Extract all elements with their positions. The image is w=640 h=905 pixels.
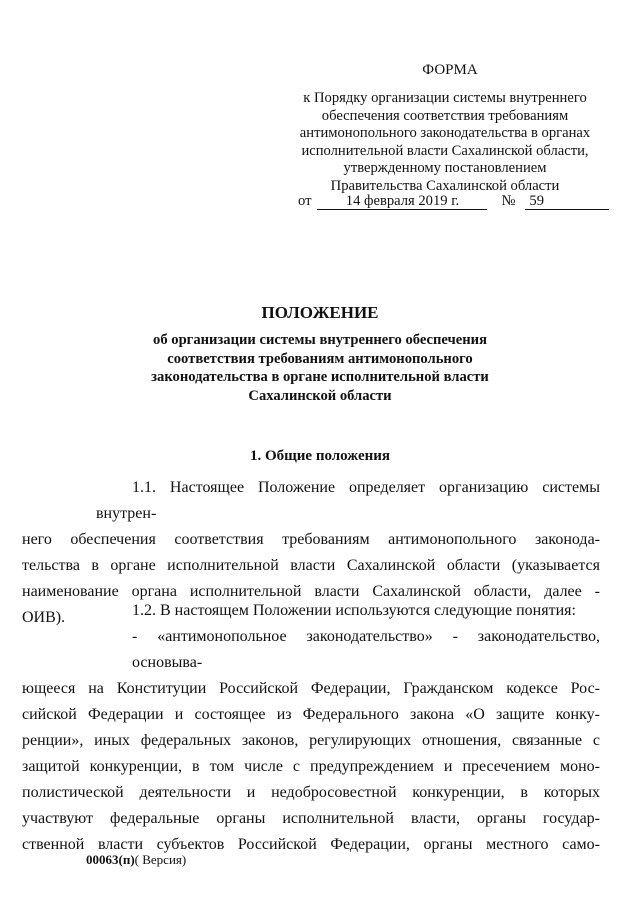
paragraph-1-2: 1.2. В настоящем Положении используются следующие понятия: [132, 602, 576, 619]
paragraph-line: наименование органа исполнительной власти Сахалинской области, далее - [22, 583, 600, 600]
subtitle-line: соответствия требованиям антимонопольного [167, 350, 473, 367]
date-prefix: от [298, 193, 312, 209]
approval-date: 14 февраля 2019 г. [317, 193, 487, 210]
subtitle-line: законодательства в органе исполнительной власти [151, 369, 489, 385]
form-reference-line: антимонопольного законодательства в органах [299, 125, 591, 142]
document-subtitle [150, 331, 490, 405]
paragraph-line: участвуют федеральные органы исполнительной власти, органы государ- [22, 810, 600, 827]
form-reference-line: утвержденному постановлением [343, 160, 547, 177]
form-reference-block [290, 90, 600, 196]
form-reference-line: к Порядку организации системы внутреннего [303, 90, 587, 106]
paragraph-line: - «антимонопольное законодательство» - законодательство, основыва- [132, 628, 600, 671]
paragraph-line: полистической деятельности и недобросовестной конкуренции, в которых [22, 784, 600, 801]
form-reference-line: исполнительной власти Сахалинской области, [301, 142, 589, 159]
subtitle-line: об организации системы внутреннего обеспечения [153, 332, 487, 348]
form-label: ФОРМА [422, 62, 478, 78]
paragraph-definition [22, 624, 600, 858]
document-version: ( Версия) [134, 852, 187, 867]
paragraph-line: защитой конкуренции, в том числе с предупреждением и пресечением моно- [22, 758, 600, 775]
paragraph-line: тельства в органе исполнительной власти Сахалинской области (указывается [22, 557, 600, 574]
paragraph-line: ренции», иных федеральных законов, регулирующих отношения, связанные с [22, 732, 600, 749]
form-reference-line: Правительства Сахалинской области [330, 177, 560, 194]
paragraph-line: сийской Федерации и состоящее из Федерального закона «О защите конку- [22, 706, 600, 723]
paragraph-line: 1.1. Настоящее Положение определяет организацию системы внутрен- [96, 479, 600, 522]
document-title: ПОЛОЖЕНИЕ [261, 303, 379, 322]
number-label: № [501, 193, 516, 209]
paragraph-line: ственной власти субъектов Российской Федерации, органы местного само- [22, 836, 600, 853]
footer-code [86, 852, 186, 868]
paragraph-line: ОИВ). [22, 609, 66, 626]
section-heading: 1. Общие положения [249, 448, 391, 464]
subtitle-line: Сахалинской области [248, 387, 392, 404]
paragraph-line: него обеспечения соответствия требованиям антимонопольного законода- [22, 531, 600, 548]
approval-date-line [298, 193, 609, 210]
form-reference-line: обеспечения соответствия требованиям [321, 107, 569, 124]
paragraph-line: ющееся на Конституции Российской Федерации, Гражданском кодексе Рос- [22, 680, 600, 697]
document-code: 00063(п) [86, 852, 135, 867]
approval-number: 59 [525, 193, 609, 210]
